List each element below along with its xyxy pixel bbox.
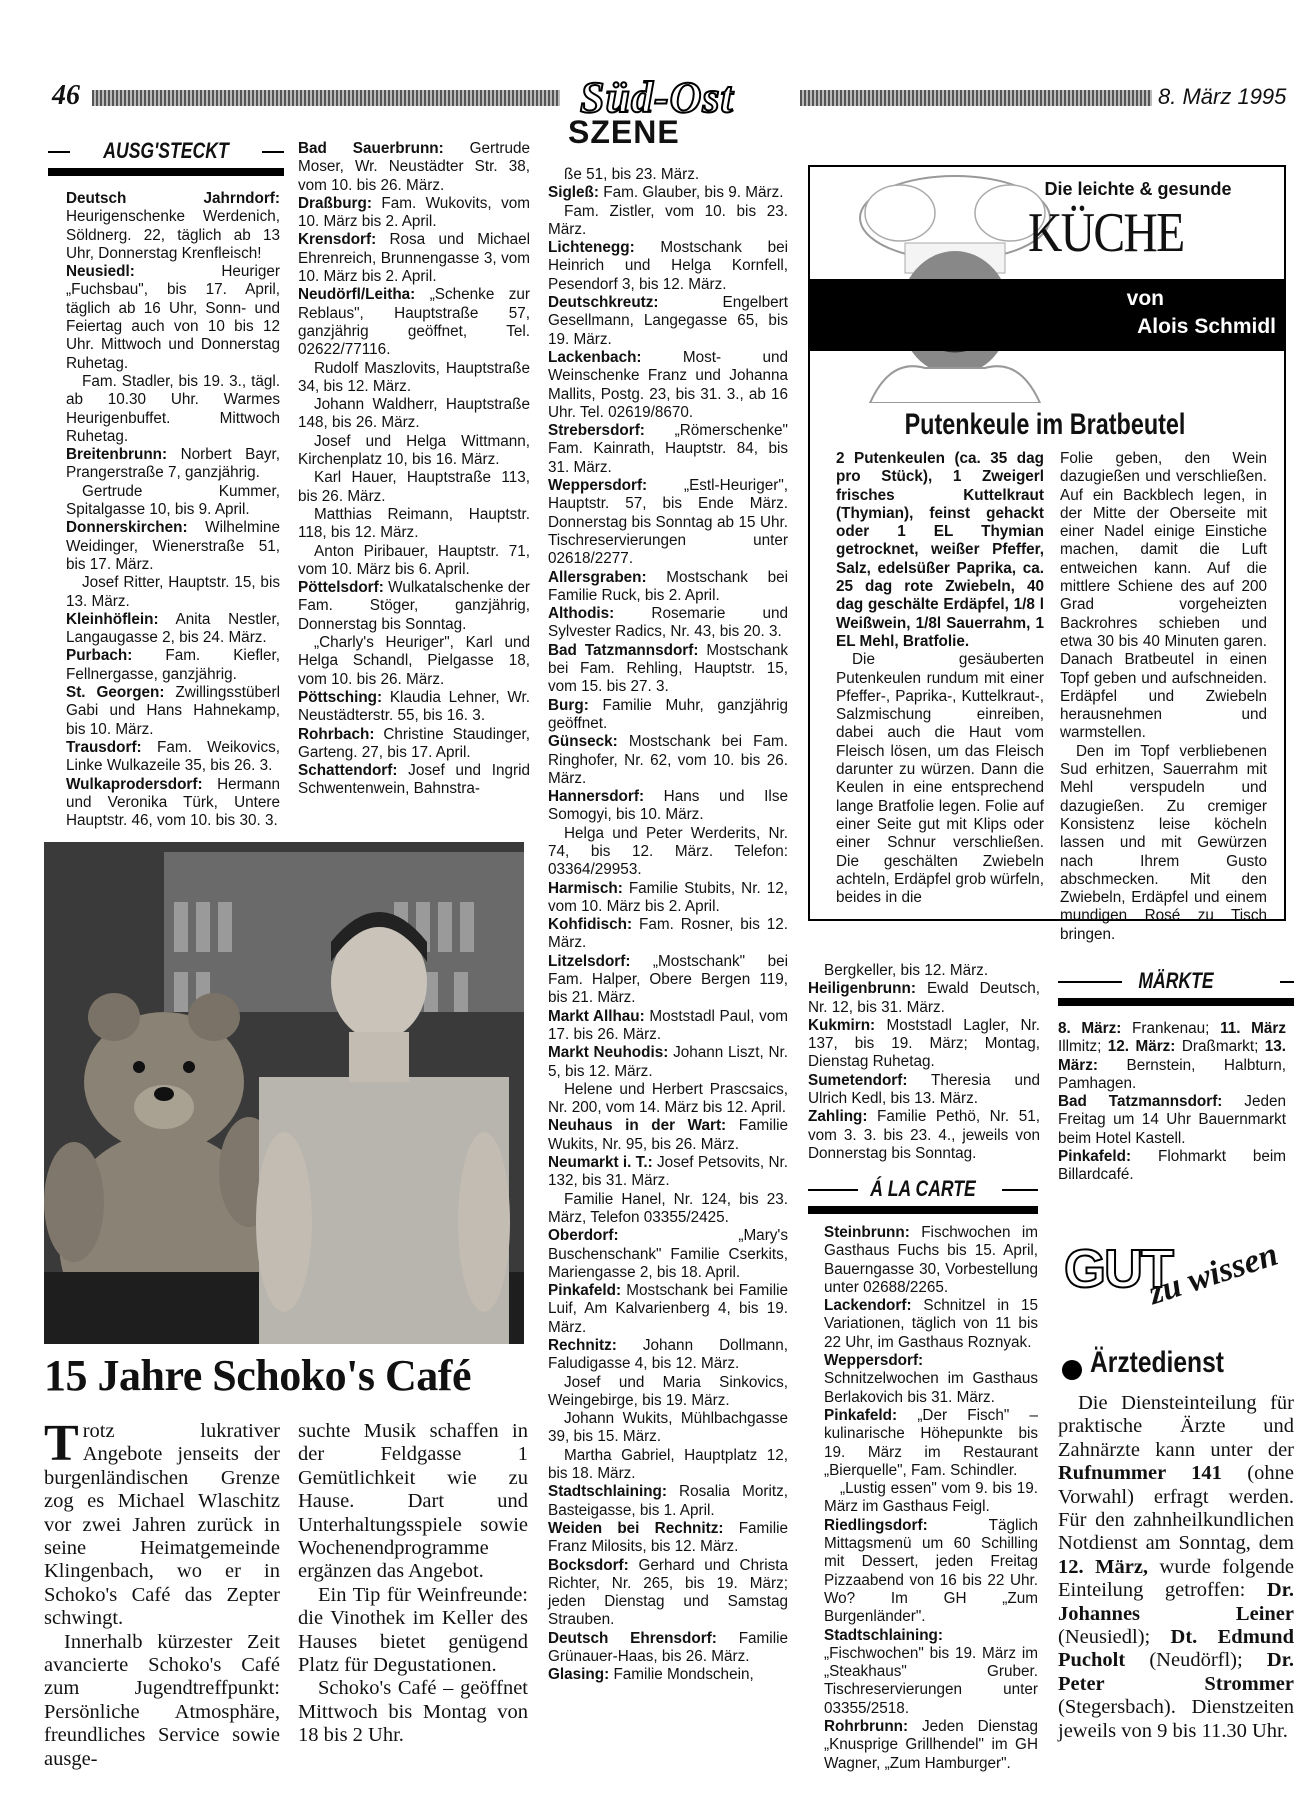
entry-place: Pinkafeld:: [1058, 1148, 1132, 1166]
listing-entry: [548, 788, 788, 825]
listing-entry: [66, 776, 280, 831]
article-dropcap: T: [44, 1415, 79, 1472]
listing-entry: [66, 739, 280, 776]
entry-text: Schnitzel in 15 Variationen, täglich von 11 bis 22 Uhr, im Gasthaus Roznyak.: [824, 1297, 1038, 1351]
entry-text: Anita Nestler, Langaugasse 2, bis 24. März.: [66, 610, 280, 647]
listing-entry: [824, 1480, 1038, 1517]
entry-place: Wulkaprodersdorf:: [66, 775, 203, 793]
article-paragraph-5: Schoko's Café – geöffnet Mittwoch bis Montag von 18 bis 2 Uhr.: [298, 1677, 528, 1747]
listing-entry: [1058, 1093, 1286, 1148]
entry-place: Breitenbrunn:: [66, 446, 168, 464]
listing-entry: [548, 239, 788, 294]
section-header-ausgsteckt: [48, 138, 284, 178]
entry-place: Markt Neuhodis:: [548, 1044, 669, 1062]
entry-place: Allersgraben:: [548, 568, 647, 586]
entry-text: Mostschank bei Familie Luif, Am Kalvarienberg 4, bis 19. März.: [548, 1282, 788, 1336]
listing-entry: [548, 349, 788, 422]
listing-entry: [298, 469, 530, 506]
listing-entry: [298, 762, 530, 799]
listing-entry: [298, 231, 530, 286]
listing-entry: [548, 880, 788, 917]
alacarte-column: [824, 1224, 1038, 1773]
recipe-step-1: Die gesäuberten Putenkeulen rundum mit einer Pfeffer-, Paprika-, Kuttelkraut-, Salzmischung einreiben, dabei auch die Haut vom Fleisch lösen, um das Fleisch darunter zu würzen. Dann die Keulen in eine entsprechend lange Bratfolie legen. Folie auf einer Seite gut mit Klips oder einer Schnur verschließen. Die geschälten Zwiebeln achteln, Erdäpfel grob würfeln, beides in die: [836, 651, 1044, 907]
entry-text: „Römerschenke" Fam. Kainrath, Hauptstr. 84, bis 31. März.: [548, 422, 788, 476]
entry-text: Hans und Ilse Somogyi, bis 10. März.: [548, 788, 788, 824]
listing-entry: [548, 477, 788, 568]
listing-entry: [548, 1410, 788, 1447]
entry-text: Fam. Glauber, bis 9. März.: [599, 184, 784, 202]
entry-text: Fam. Kiefler, Fellnergasse, ganzjährig.: [66, 647, 280, 683]
entry-place: 11. März: [1220, 1020, 1286, 1037]
recipe-ingredients: 2 Putenkeulen (ca. 35 dag pro Stück), 1 Zweigerl frisches Kuttelkraut (Thymian), feinst gehackt oder 1 EL Thymian getrocknet, weißer Pfeffer, Salz, edelsüßer Paprika, ca. 25 dag rote Zwiebeln, 40 dag geschälte Erdäpfel, 1/8 l Weißwein, 1/8l Sauerrahm, 1 EL Mehl, Bratfolie.: [836, 450, 1044, 650]
listing-entry: [824, 1407, 1038, 1480]
entry-text: Rosemarie und Sylvester Radics, Nr. 43, bis 20. 3.: [548, 605, 788, 641]
section-header-alacarte: [808, 1176, 1038, 1216]
entry-text: Christine Staudinger, Garteng. 27, bis 17. April.: [298, 725, 530, 761]
listing-entry: [298, 195, 530, 232]
entry-text: Familie Wukits, Nr. 95, bis 26. März.: [548, 1117, 788, 1153]
entry-place: Krensdorf:: [298, 231, 377, 249]
recipe-column-left: [836, 450, 1044, 907]
aerztedienst-text: [1058, 1392, 1294, 1743]
listing-entry: [548, 825, 788, 880]
listing-column-3: [548, 166, 788, 1685]
listing-entry: [66, 446, 280, 483]
recipe-step-2: Folie geben, den Wein dazugießen und verschließen. Auf ein Backblech legen, in der Mitte der Oberseite mit einer Nadel einige Einstiche machen, damit die Luft entweichen kann. Auf die mittlere Schiene des auf 200 Grad vorgeheizten Backrohres schieben und etwa 30 bis 40 Minuten garen. Danach Bratbeutel in einen Topf geben und aufschneiden. Erdäpfel und Zwiebeln herausnehmen und warmstellen.: [1060, 450, 1267, 742]
listing-entry: [298, 360, 530, 397]
entry-text: Mostschank bei Heinrich und Helga Kornfell, Pesendorf 3, bis 12. März.: [548, 239, 788, 293]
entry-place: Riedlingsdorf:: [824, 1516, 928, 1534]
entry-place: Harmisch:: [548, 879, 623, 897]
entry-place: Lichtenegg:: [548, 239, 635, 257]
listing-entry: [824, 1224, 1038, 1297]
entry-place: Kohfidisch:: [548, 916, 633, 934]
entry-place: Bocksdorf:: [548, 1556, 629, 1574]
listing-entry: [824, 1627, 1038, 1718]
section-title-ausgsteckt: AUSG'STECKT: [103, 138, 229, 163]
gut-zu-wissen-logo: [1062, 1235, 1300, 1350]
entry-text: Helga und Peter Werderits, Nr. 74, bis 12. März. Telefon: 03364/29953.: [548, 824, 788, 879]
entry-text: „Estl-Heuriger", Hauptstr. 57, bis Ende März. Donnerstag bis Sonntag ab 15 Uhr. Tischreservierungen unter 02618/2277.: [548, 477, 788, 568]
entry-text: Bergkeller, bis 12. März.: [824, 962, 989, 979]
entry-text: Josef und Ingrid Schwentenwein, Bahnstra-: [298, 762, 530, 798]
listing-entry: [548, 203, 788, 240]
entry-text: „Lustig essen" vom 9. bis 19. März im Gasthaus Feigl.: [824, 1480, 1038, 1516]
entry-text: Anton Piribauer, Hauptstr. 71, vom 10. März bis 6. April.: [298, 542, 530, 578]
author-name: Alois Schmidl: [1137, 315, 1276, 338]
listing-entry: [548, 569, 788, 606]
entry-text: Gerhard und Christa Richter, Nr. 265, bis 19. März; jeden Dienstag und Samstag Strauben.: [548, 1556, 788, 1629]
listing-entry: [298, 140, 530, 195]
entry-place: Lackendorf:: [824, 1297, 912, 1315]
entry-text: Fam. Stadler, bis 19. 3., tägl. ab 10.30 Uhr. Warmes Heurigenbuffet. Mittwoch Ruhetag.: [66, 372, 280, 445]
listing-entry: [66, 647, 280, 684]
listing-entry: [298, 543, 530, 580]
listing-entry: [824, 1517, 1038, 1627]
entry-place: Kleinhöflein:: [66, 610, 159, 628]
entry-text: Josef Ritter, Hauptstr. 15, bis 13. März.: [66, 574, 280, 610]
aerzt-p1e: wurde folgende Einteilung getroffen:: [1058, 1555, 1294, 1602]
entry-place: Rohrbach:: [298, 725, 375, 743]
entry-place: Donnerskirchen:: [66, 519, 188, 537]
entry-text: Draßmarkt;: [1175, 1038, 1265, 1056]
aerzt-p1i: (Neudörfl);: [1125, 1649, 1267, 1672]
entry-text: Familie Grünauer-Haas, bis 26. März.: [548, 1629, 788, 1666]
listing-entry: [298, 396, 530, 433]
entry-place: Stadtschlaining:: [548, 1483, 667, 1501]
listing-entry: [66, 611, 280, 648]
entry-place: Steinbrunn:: [824, 1224, 910, 1241]
entry-text: Familie Pethö, Nr. 51, vom 3. 3. bis 23. 4., jeweils von Donnerstag bis Sonntag.: [808, 1108, 1040, 1162]
listing-entry: [298, 726, 530, 763]
entry-text: Mostschank bei Fam. Ringhofer, Nr. 62, vom 10. bis 26. März.: [548, 733, 788, 787]
entry-place: Purbach:: [66, 647, 133, 665]
entry-place: Neumarkt i. T.:: [548, 1154, 653, 1172]
entry-place: Deutschkreutz:: [548, 294, 659, 312]
entry-text: Heurigenschenke Werdenich, Söldnerg. 22, täglich ab 13 Uhr, Donnerstag Krenfleisch!: [66, 208, 280, 262]
aerzt-p1a: Die Diensteinteilung für praktische Ärzte und Zahnärzte kann unter der: [1058, 1392, 1294, 1461]
listing-entry: [66, 483, 280, 520]
entry-text: „Schenke zur Reblaus", Hauptstraße 57, ganzjährig geöffnet, Tel. 02622/77116.: [298, 286, 530, 359]
gut-word: GUT: [1064, 1239, 1172, 1299]
entry-text: Fam. Zistler, vom 10. bis 23. März.: [548, 202, 788, 238]
listing-column-1: [66, 190, 280, 830]
entry-text: Moststadl Paul, vom 17. bis 26. März.: [548, 1007, 788, 1043]
entry-place: Rechnitz:: [548, 1337, 617, 1354]
listing-entry: [66, 263, 280, 373]
entry-place: Günseck:: [548, 733, 618, 751]
entry-text: Heuriger „Fuchsbau", bis 17. April, täglich ab 16 Uhr, Sonn- und Feiertag auch von 10 bis 12 Uhr. Mittwoch und Donnerstag Ruhetag.: [66, 263, 280, 372]
listing-entry: [548, 1154, 788, 1191]
aerzt-rufnummer: Rufnummer 141: [1058, 1462, 1222, 1485]
entry-text: Jeden Freitag um 14 Uhr Bauernmarkt beim Hotel Kastell.: [1058, 1093, 1286, 1147]
article-paragraph-3: suchte Musik schaffen in der Feldgasse 1 Gemütlichkeit wie zu Hause. Dart und Unterhaltungsspiele sowie Wochenendprogramme ergänzen das Angebot.: [298, 1420, 528, 1583]
entry-text: Johann Dollmann, Faludigasse 4, bis 12. März.: [548, 1337, 788, 1373]
entry-text: „Der Fisch" – kulinarische Höhepunkte bis 19. März im Restaurant „Bierquelle", Fam. Schindler.: [824, 1406, 1038, 1479]
aerzt-p1g: (Neusiedl);: [1058, 1626, 1171, 1649]
entry-text: Engelbert Gesellmann, Langegasse 65, bis 19. März.: [548, 294, 788, 348]
listing-entry: [548, 1520, 788, 1557]
listing-entry: [808, 980, 1040, 1017]
entry-place: Oberdorf:: [548, 1227, 619, 1245]
header-rule-right: [800, 90, 1152, 106]
listing-entry: [808, 1072, 1040, 1109]
entry-text: Bernstein, Halbturn, Pamhagen.: [1058, 1056, 1286, 1092]
aerzt-doctor-2: Dt. Edmund Pucholt: [1058, 1626, 1294, 1672]
entry-place: Strebersdorf:: [548, 422, 645, 440]
aerztedienst-heading: Ärztedienst: [1090, 1346, 1224, 1379]
listing-entry: [548, 1374, 788, 1411]
entry-place: Pinkafeld:: [824, 1406, 898, 1424]
maerkte-column: [1058, 1020, 1286, 1185]
listing-entry: [548, 1666, 788, 1684]
article-column-2: [298, 1420, 528, 1748]
aerzt-doctor-3: Dr. Peter Strommer: [1058, 1649, 1294, 1695]
listing-entry: [548, 1227, 788, 1282]
listing-entry: [824, 1718, 1038, 1773]
listing-entry: [548, 1337, 788, 1374]
entry-place: Bad Tatzmannsdorf:: [1058, 1093, 1223, 1111]
entry-text: Jeden Dienstag „Knusprige Grillhendel" im GH Wagner, „Zum Hamburger".: [824, 1718, 1038, 1772]
listing-column-2: [298, 140, 530, 799]
zu-wissen-word: zu wissen: [1144, 1235, 1283, 1313]
entry-text: Most- und Weinschenke Franz und Johanna Mallits, Postg. 23, bis 31. 3., ab 16 Uhr. Tel. 02619/8670.: [548, 348, 788, 421]
entry-text: Martha Gabriel, Hauptplatz 12, bis 18. März.: [548, 1446, 788, 1483]
entry-text: Mostschank bei Familie Ruck, bis 2. April.: [548, 568, 788, 604]
kueche-title: KÜCHE: [1028, 202, 1184, 264]
entry-text: Rudolf Maszlovits, Hauptstraße 34, bis 12. März.: [298, 359, 530, 395]
aerzt-date: 12. März,: [1058, 1555, 1149, 1578]
listing-entry: [808, 1108, 1040, 1163]
szene-logo: [560, 73, 800, 150]
listing-entry: [298, 433, 530, 470]
entry-place: Neudörfl/Leitha:: [298, 286, 416, 304]
listing-entry: [548, 166, 788, 184]
entry-text: Zwillingsstüberl Gabi und Hans Hahnekamp, bis 10. März.: [66, 684, 280, 738]
entry-place: Stadtschlaining:: [824, 1626, 943, 1644]
entry-place: Bad Sauerbrunn:: [298, 140, 444, 157]
listing-entry: [298, 634, 530, 689]
listing-entry: [66, 190, 280, 263]
listing-entry: [808, 1017, 1040, 1072]
listing-entry: [548, 1008, 788, 1045]
listing-entry: [548, 1447, 788, 1484]
listing-entry: [66, 373, 280, 446]
kueche-tagline: Die leichte & gesunde: [1044, 179, 1232, 199]
listing-entry: [298, 506, 530, 543]
listing-entry: [548, 1044, 788, 1081]
entry-text: Fam. Rosner, bis 12. März.: [548, 916, 788, 952]
entry-place: Weiden bei Rechnitz:: [548, 1519, 724, 1537]
entry-place: Kukmirn:: [808, 1016, 876, 1034]
entry-place: Deutsch Jahrndorf:: [66, 190, 280, 207]
entry-place: Weppersdorf:: [824, 1352, 924, 1370]
listing-entry: [66, 574, 280, 611]
entry-place: Markt Allhau:: [548, 1007, 645, 1025]
listing-entry: [66, 684, 280, 739]
section-header-maerkte: [1058, 968, 1294, 1008]
entry-text: Josef und Helga Wittmann, Kirchenplatz 10, bis 16. März.: [298, 432, 530, 469]
entry-text: Ewald Deutsch, Nr. 12, bis 31. März.: [808, 980, 1040, 1016]
entry-place: Althodis:: [548, 605, 615, 623]
aerzt-doctor-1: Dr. Johannes Leiner: [1058, 1579, 1294, 1625]
entry-text: Fam. Wukovits, vom 10. März bis 2. April.: [298, 194, 530, 231]
entry-text: Johann Wukits, Mühlbachgasse 39, bis 15. März.: [548, 1410, 788, 1446]
entry-place: Heiligenbrunn:: [808, 980, 916, 998]
entry-text: Johann Liszt, Nr. 5, bis 12. März.: [548, 1044, 788, 1080]
entry-place: Deutsch Ehrensdorf:: [548, 1629, 717, 1647]
section-title-maerkte: MÄRKTE: [1138, 968, 1214, 993]
entry-place: Pöttelsdorf:: [298, 579, 384, 597]
entry-text: Rosalia Moritz, Basteigasse, bis 1. April.: [548, 1483, 788, 1519]
entry-text: Moststadl Lagler, Nr. 137, bis 19. März; Montag, Dienstag Ruhetag.: [808, 1016, 1040, 1071]
listing-entry: [548, 642, 788, 697]
cafe-photo: [44, 842, 524, 1344]
entry-text: „Charly's Heuriger", Karl und Helga Schandl, Pielgasse 18, vom 10. bis 26. März.: [298, 634, 530, 688]
listing-entry: [548, 422, 788, 477]
listing-entry: [548, 1117, 788, 1154]
entry-text: Josef und Maria Sinkovics, Weingebirge, bis 19. März.: [548, 1373, 788, 1409]
entry-place: Pöttsching:: [298, 688, 383, 706]
entry-text: Täglich Mittagsmenü um 60 Schilling mit Dessert, jeden Freitag Pizzaabend von 16 bis 22 Uhr. Wo? Im GH „Zum Burgenländer".: [824, 1516, 1038, 1626]
listing-entry: [548, 1282, 788, 1337]
listing-entry: [548, 1557, 788, 1630]
listing-entry: [548, 733, 788, 788]
recipe-column-right: [1060, 450, 1267, 944]
entry-text: Familie Mondschein,: [609, 1666, 754, 1684]
entry-text: Fam. Weikovics, Linke Wulkazeile 35, bis 26. 3.: [66, 738, 280, 775]
listing-entry: [298, 579, 530, 634]
aerzt-p1k: (Stegersbach). Dienstzeiten jeweils von 9 bis 11.30 Uhr.: [1058, 1696, 1294, 1742]
entry-place: Rohrbrunn:: [824, 1718, 909, 1736]
entry-place: Glasing:: [548, 1666, 610, 1684]
listing-entry: [824, 1352, 1038, 1407]
entry-text: Johann Waldherr, Hauptstraße 148, bis 26. März.: [298, 396, 530, 432]
listing-entry: [824, 1297, 1038, 1352]
listing-column-4: [808, 962, 1040, 1163]
entry-place: Draßburg:: [298, 194, 372, 212]
listing-entry: [548, 294, 788, 349]
entry-place: Pinkafeld:: [548, 1282, 622, 1300]
entry-place: Weppersdorf:: [548, 477, 648, 495]
entry-text: Frankenau;: [1121, 1020, 1221, 1037]
listing-entry: [808, 962, 1040, 980]
entry-text: Fischwochen im Gasthaus Fuchs bis 15. April, Bauerngasse 30, Vorbestellung unter 02688/2265.: [824, 1224, 1038, 1296]
entry-text: Familie Franz Milosits, bis 12. März.: [548, 1519, 788, 1556]
entry-text: Karl Hauer, Hauptstraße 113, bis 26. März.: [298, 469, 530, 505]
listing-entry: [1058, 1148, 1286, 1185]
listing-entry: [548, 953, 788, 1008]
entry-place: Zahling:: [808, 1108, 868, 1126]
listing-entry: [548, 1483, 788, 1520]
entry-text: Matthias Reimann, Hauptstr. 118, bis 12. März.: [298, 505, 530, 542]
listing-entry: [66, 519, 280, 574]
entry-place: Burg:: [548, 696, 589, 714]
entry-place: Lackenbach:: [548, 348, 642, 366]
logo-line1: Süd-Ost: [580, 73, 734, 122]
author-banner: [810, 279, 1284, 351]
entry-text: Illmitz;: [1058, 1038, 1108, 1056]
entry-place: Litzelsdorf:: [548, 952, 631, 970]
listing-entry: [548, 916, 788, 953]
entry-place: Schattendorf:: [298, 762, 398, 780]
recipe-step-3: Den im Topf verbliebenen Sud erhitzen, Sauerrahm mit Mehl verspudeln und dazugießen. Zu cremiger Konsistenz leise köcheln lassen und mit Gewürzen nach Ihrem Gusto abschmecken. Mit den Zwiebeln, Erdäpfel und einem mundigen Rosé zu Tisch bringen.: [1060, 742, 1267, 943]
entry-text: Gertrude Kummer, Spitalgasse 10, bis 9. April.: [66, 482, 280, 519]
entry-place: Sigleß:: [548, 184, 599, 202]
article-paragraph-2: Innerhalb kürzester Zeit avancierte Schoko's Café zum Jugendtreffpunkt: Persönliche Atmosphäre, freundliches Service sowie ausge-: [44, 1630, 280, 1770]
entry-text: „Mostschank" bei Fam. Halper, Obere Bergen 119, bis 21. März.: [548, 952, 788, 1007]
entry-text: Wilhelmine Weidinger, Wienerstraße 51, bis 17. März.: [66, 519, 280, 573]
entry-text: Helene und Herbert Prascsaics, Nr. 200, vom 14. März bis 12. April.: [548, 1080, 788, 1117]
entry-text: Gertrude Moser, Wr. Neustädter Str. 38, vom 10. bis 26. März.: [298, 140, 530, 194]
entry-text: Flohmarkt beim Billardcafé.: [1058, 1148, 1286, 1184]
listing-entry: [548, 697, 788, 734]
listing-entry: [548, 1630, 788, 1667]
entry-text: „Fischwochen" bis 19. März im „Steakhaus" Gruber. Tischreservierungen unter 03355/2518.: [824, 1644, 1038, 1717]
entry-text: Theresia und Ulrich Kedl, bis 13. März.: [808, 1071, 1040, 1108]
entry-place: 13. März:: [1058, 1038, 1286, 1074]
listing-entry: [548, 605, 788, 642]
article-paragraph-4: Ein Tip für Weinfreunde: die Vinothek im Keller des Hauses bietet genügend Platz für Degustationen.: [298, 1583, 528, 1677]
listing-entry: [548, 184, 788, 202]
entry-text: Wulkatalschenke der Fam. Stöger, ganzjährig, Donnerstag bis Sonntag.: [298, 579, 530, 633]
entry-text: Familie Muhr, ganzjährig geöffnet.: [548, 696, 788, 732]
entry-text: Norbert Bayr, Prangerstraße 7, ganzjährig.: [66, 446, 280, 482]
listing-entry: [298, 689, 530, 726]
logo-line2: SZENE: [568, 114, 680, 150]
entry-text: ße 51, bis 23. März.: [564, 166, 700, 183]
article-column-1: [44, 1415, 280, 1771]
section-title-alacarte: Á LA CARTE: [870, 1176, 976, 1201]
article-title: 15 Jahre Schoko's Café: [44, 1351, 471, 1400]
entry-text: Familie Stubits, Nr. 12, vom 10. März bis 2. April.: [548, 879, 788, 915]
entry-text: „Mary's Buschenschank" Familie Cserkits, Mariengasse 2, bis 18. April.: [548, 1227, 788, 1281]
entry-place: Neusiedl:: [66, 263, 135, 281]
bullet-icon: [1062, 1360, 1082, 1380]
article-paragraph-1: rotz lukrativer Angebote jenseits der burgenländischen Grenze zog es Michael Wlaschitz vor zwei Jahren zurück in seine Heimatgemeinde Klingenbach, wo er in Schoko's Café das Zepter schwingt.: [44, 1420, 280, 1630]
entry-place: Trausdorf:: [66, 738, 142, 756]
entry-text: Klaudia Lehner, Wr. Neustädterstr. 55, bis 16. 3.: [298, 688, 530, 725]
entry-place: Bad Tatzmannsdorf:: [548, 641, 699, 659]
entry-text: Familie Hanel, Nr. 124, bis 23. März, Telefon 03355/2425.: [548, 1190, 788, 1226]
author-von: von: [1126, 287, 1164, 310]
entry-text: Schnitzelwochen im Gasthaus Berlakovich bis 31. März.: [824, 1370, 1038, 1406]
issue-date: 8. März 1995: [1158, 84, 1287, 109]
listing-entry: [1058, 1020, 1286, 1093]
listing-entry: [548, 1081, 788, 1118]
header-rule-left: [92, 90, 560, 106]
entry-text: Rosa und Michael Ehrenreich, Brunnengasse 3, vom 10. März bis 2. April.: [298, 231, 530, 286]
entry-text: Mostschank bei Fam. Rehling, Hauptstr. 15, vom 15. bis 27. 3.: [548, 641, 788, 696]
entry-place: Hannersdorf:: [548, 788, 645, 806]
entry-place: Sumetendorf:: [808, 1071, 908, 1089]
aerzt-p1c: (ohne Vorwahl) erfragt werden. Für den zahnheilkundlichen Notdienst am Sonntag, dem: [1058, 1462, 1294, 1555]
entry-place: Neuhaus in der Wart:: [548, 1117, 727, 1135]
listing-entry: [548, 1191, 788, 1228]
entry-text: Josef Petsovits, Nr. 132, bis 31. März.: [548, 1154, 789, 1190]
entry-place: 12. März:: [1107, 1038, 1176, 1056]
recipe-title: Putenkeule im Bratbeutel: [904, 408, 1186, 441]
listing-entry: [298, 286, 530, 359]
entry-place: 8. März:: [1058, 1020, 1122, 1037]
entry-text: Hermann und Veronika Türk, Untere Hauptstr. 46, vom 10. bis 30. 3.: [66, 775, 280, 830]
page-number: 46: [52, 80, 80, 111]
entry-place: St. Georgen:: [66, 684, 165, 702]
